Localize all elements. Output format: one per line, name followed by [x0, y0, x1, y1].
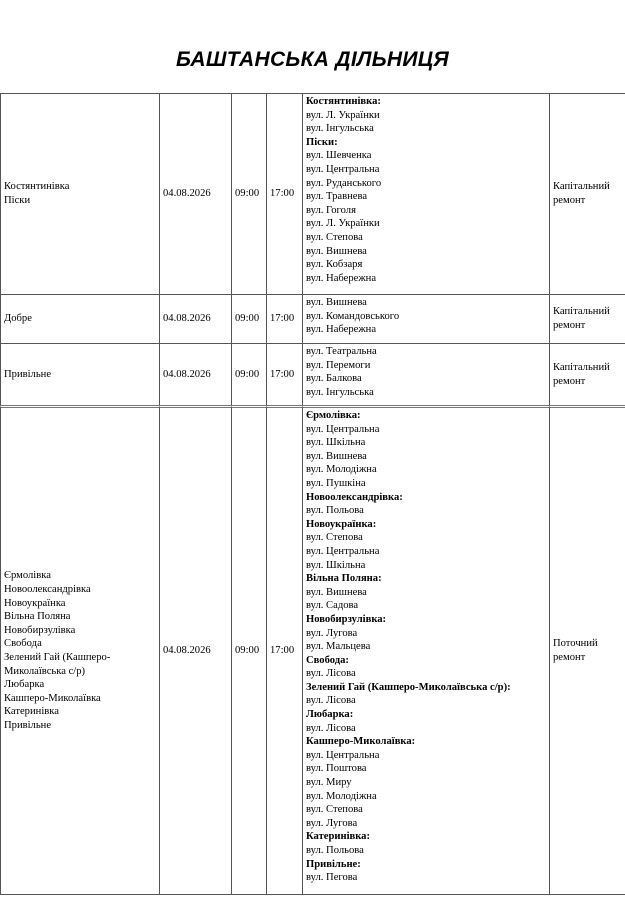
street-item: вул. Степова	[306, 231, 363, 243]
date-cell: 04.08.2026	[159, 93, 231, 294]
street-item: вул. Центральна	[306, 423, 380, 435]
settlement-heading: Свобода:	[306, 654, 349, 666]
settlement-name: Привільне	[4, 368, 52, 380]
end-time-cell: 17:00	[266, 93, 302, 294]
street-item: вул. Театральна	[306, 346, 377, 357]
street-item: вул. Лісова	[306, 695, 356, 707]
work-type-cell: Поточний ремонт	[549, 405, 625, 895]
settlement-name: Зелений Гай (Кашперо-Миколаївська с/р)	[4, 652, 111, 677]
settlement-heading: Новобирзулівка:	[306, 613, 387, 625]
street-item: вул. Центральна	[306, 749, 380, 761]
street-item: вул. Вишнева	[306, 450, 367, 462]
settlement-name: Катеринівка	[4, 706, 59, 718]
street-item: вул. Молодіжна	[306, 790, 377, 802]
street-item: вул. Л. Українки	[306, 109, 380, 121]
start-time-cell: 09:00	[231, 93, 266, 294]
street-item: вул. Поштова	[306, 763, 367, 775]
street-item: вул. Балкова	[306, 373, 362, 385]
table-row	[0, 294, 625, 343]
street-item: вул. Травнева	[306, 191, 368, 203]
street-item: вул. Центральна	[306, 163, 380, 175]
settlements-cell	[0, 343, 159, 405]
street-item: вул. Набережна	[306, 324, 377, 336]
street-item: вул. Миру	[306, 777, 352, 789]
settlement-name: Любарка	[4, 679, 45, 691]
table-row	[0, 93, 625, 294]
street-item: вул. Лісова	[306, 722, 356, 734]
settlement-heading: Єрмолівка:	[306, 410, 361, 421]
street-item: вул. Степова	[306, 532, 363, 544]
settlements-cell	[0, 294, 159, 343]
street-item: вул. Лісова	[306, 668, 356, 680]
street-item: вул. Руданського	[306, 177, 382, 189]
settlement-name: Привільне	[4, 719, 52, 731]
streets-cell	[302, 343, 549, 405]
start-time-cell: 09:00	[231, 343, 266, 405]
end-time-cell: 17:00	[266, 294, 302, 343]
street-item: вул. Мальцева	[306, 641, 371, 653]
street-item: вул. Набережна	[306, 272, 377, 284]
settlement-heading: Піски:	[306, 136, 338, 148]
street-item: вул. Командовського	[306, 310, 400, 322]
street-item: вул. Лугова	[306, 627, 358, 639]
streets-cell	[302, 93, 549, 294]
street-item: вул. Вишнева	[306, 245, 367, 257]
street-item: вул. Шевченка	[306, 150, 372, 162]
date-cell: 04.08.2026	[159, 343, 231, 405]
settlement-name: Новоолександрівка	[4, 584, 91, 596]
work-type-cell: Капітальний ремонт	[549, 343, 625, 405]
street-item: вул. Польова	[306, 845, 364, 856]
street-item: вул. Пегова	[306, 872, 358, 884]
street-item: вул. Молодіжна	[306, 464, 377, 476]
settlements-cell	[0, 405, 159, 895]
street-item: вул. Інгульська	[306, 386, 374, 398]
street-item: вул. Вишнева	[306, 297, 367, 308]
street-item: вул. Садова	[306, 600, 359, 612]
settlement-heading: Новоукраїнка:	[306, 518, 377, 530]
streets-cell	[302, 294, 549, 343]
street-item: вул. Шкільна	[306, 437, 366, 449]
outage-schedule-table	[0, 93, 625, 895]
page-title: БАШТАНСЬКА ДІЛЬНИЦЯ	[176, 48, 449, 71]
settlement-name: Вільна Поляна	[4, 611, 71, 623]
street-item: вул. Вишнева	[306, 586, 367, 598]
street-item: вул. Л. Українки	[306, 218, 380, 230]
street-item: вул. Пушкіна	[306, 477, 366, 489]
street-item: вул. Кобзаря	[306, 259, 363, 271]
end-time-cell: 17:00	[266, 343, 302, 405]
settlement-name: Костянтинівка	[4, 181, 70, 193]
start-time-cell: 09:00	[231, 294, 266, 343]
settlement-heading: Кашперо-Миколаївка:	[306, 736, 416, 748]
date-cell: 04.08.2026	[159, 405, 231, 895]
date-cell: 04.08.2026	[159, 294, 231, 343]
street-item: вул. Степова	[306, 804, 363, 816]
settlement-heading: Катеринівка:	[306, 831, 371, 843]
settlement-name: Піски	[4, 195, 31, 206]
streets-cell	[302, 405, 549, 895]
table-row	[0, 405, 625, 895]
settlement-name: Кашперо-Миколаївка	[4, 692, 101, 704]
settlement-heading: Привільне:	[306, 858, 361, 870]
settlement-name: Новоукраїнка	[4, 597, 66, 609]
street-item: вул. Центральна	[306, 545, 380, 557]
settlement-heading: Зелений Гай (Кашперо-Миколаївська с/р):	[306, 681, 511, 693]
street-item: вул. Лугова	[306, 817, 358, 829]
work-type-cell: Капітальний ремонт	[549, 93, 625, 294]
street-item: вул. Польова	[306, 505, 364, 517]
table-row	[0, 343, 625, 405]
settlements-cell	[0, 93, 159, 294]
settlement-heading: Костянтинівка:	[306, 96, 381, 107]
street-item: вул. Інгульська	[306, 123, 374, 135]
street-item: вул. Шкільна	[306, 559, 366, 571]
work-type-cell: Капітальний ремонт	[549, 294, 625, 343]
street-item: вул. Перемоги	[306, 359, 371, 371]
settlement-heading: Новоолександрівка:	[306, 491, 403, 503]
settlement-heading: Вільна Поляна:	[306, 573, 382, 585]
settlement-name: Єрмолівка	[4, 570, 51, 582]
settlement-heading: Любарка:	[306, 709, 354, 721]
settlement-name: Добре	[4, 313, 32, 325]
settlement-name: Новобирзулівка	[4, 624, 76, 636]
end-time-cell: 17:00	[266, 405, 302, 895]
settlement-name: Свобода	[4, 638, 42, 650]
street-item: вул. Гоголя	[306, 204, 356, 216]
start-time-cell: 09:00	[231, 405, 266, 895]
